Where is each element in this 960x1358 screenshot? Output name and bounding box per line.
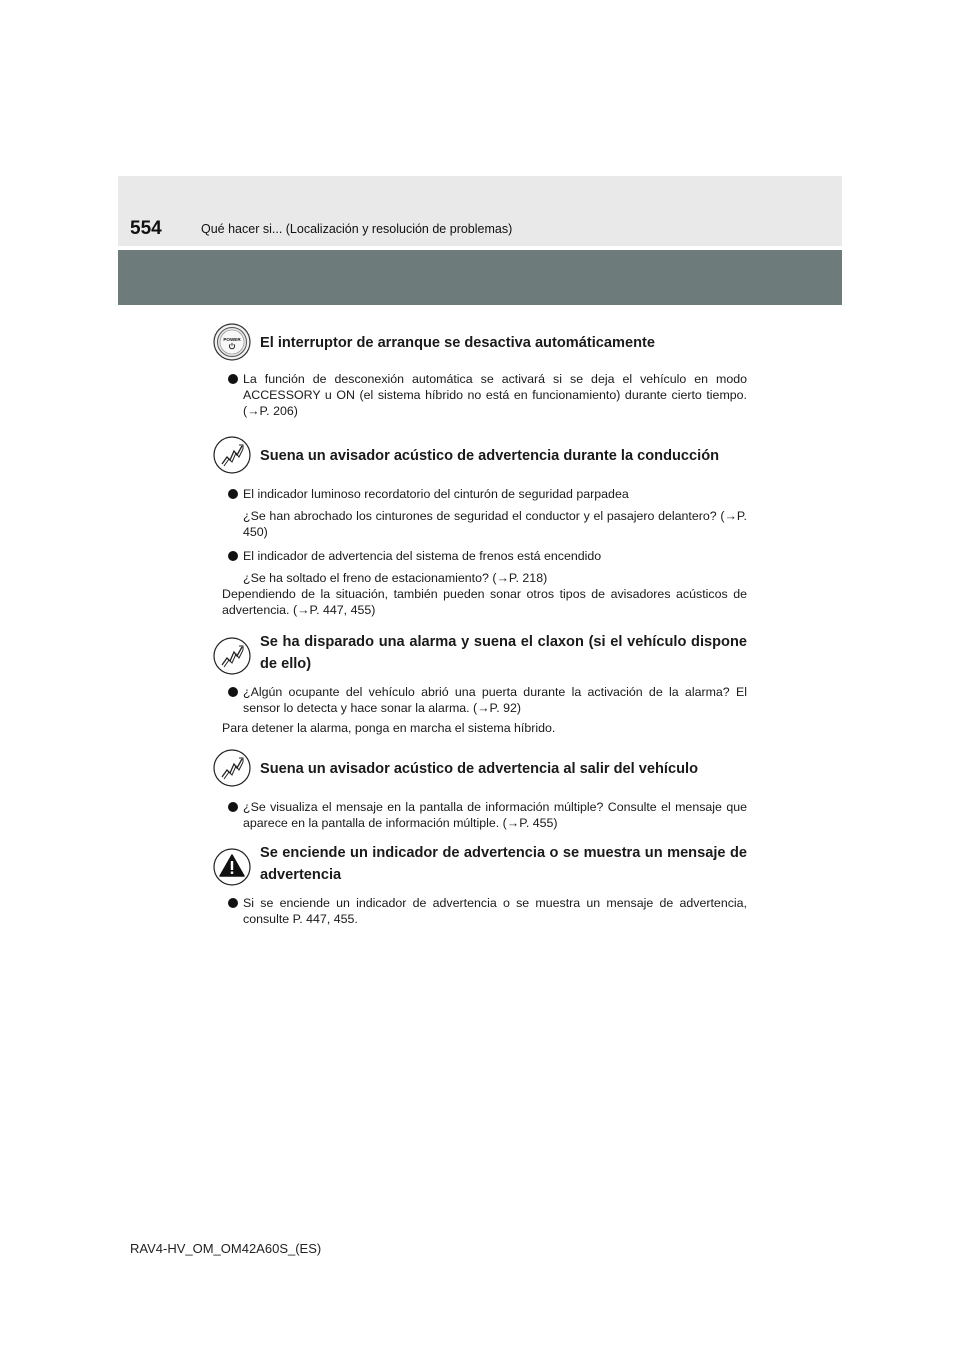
list-item: Si se enciende un indicador de advertencia o se muestra un mensaje de advertencia, consulte P. 447, 455. [213,895,747,927]
list-item: La función de desconexión automática se activará si se deja el vehículo en modo ACCESSORY u ON (el sistema híbrido no está en funcionamiento) durante cierto tiempo. (→P. 206) [213,371,747,419]
section-heading [213,631,747,675]
section-heading [213,323,747,363]
buzzer-icon [213,749,251,787]
warning-triangle-icon [213,848,251,886]
bullet-icon [228,898,238,908]
section-heading [213,842,747,886]
page-number: 554 [130,218,162,239]
bullet-icon [228,687,238,697]
section-title-text: Suena un avisador acústico de advertencia al salir del vehículo [260,761,698,777]
bullet-icon [228,551,238,561]
section-title: Qué hacer si... (Localización y resolución de problemas) [201,222,513,236]
power-label: POWER [223,337,241,342]
bullet-icon [228,489,238,499]
power-button-icon [213,323,251,361]
document-code: RAV4-HV_OM_OM42A60S_(ES) [130,1241,322,1256]
list-item-detail: ¿Se ha soltado el freno de estacionamiento? (→P. 218) [243,571,548,585]
buzzer-icon [213,436,251,474]
section-alarm [213,631,747,736]
list-item: ¿Algún ocupante del vehículo abrió una puerta durante la activación de la alarma? El sensor lo detecta y hace sonar la alarma. (→P. 92) [213,684,747,716]
buzzer-icon [213,637,251,675]
bullet-icon [228,374,238,384]
section-title-text: Se enciende un indicador de advertencia o se muestra un mensaje de advertencia [260,845,747,883]
list-item: ¿Se visualiza el mensaje en la pantalla de información múltiple? Consulte el mensaje que aparece en la pantalla de información múltiple. (→P. 455) [213,799,747,831]
section-power-off [213,323,747,419]
section-warning-light [213,842,747,927]
section-buzzer-exit [213,749,747,831]
section-title-text: Suena un avisador acústico de advertencia durante la conducción [260,448,720,464]
note-text: Para detener la alarma, ponga en marcha el sistema híbrido. [222,721,556,735]
section-title-text: El interruptor de arranque se desactiva automáticamente [260,335,655,351]
section-title-text: Se ha disparado una alarma y suena el claxon (si el vehículo dispone de ello) [260,634,747,672]
bullet-icon [228,802,238,812]
list-item: El indicador luminoso recordatorio del cinturón de seguridad parpadea [213,486,747,502]
list-item: El indicador de advertencia del sistema de frenos está encendido [213,548,747,564]
section-heading [213,436,747,476]
note-text: Dependiendo de la situación, también pueden sonar otros tipos de avisadores acústicos de advertencia. (→P. 447, 455) [222,587,747,617]
chapter-band [118,250,842,305]
list-item-detail: ¿Se han abrochado los cinturones de seguridad el conductor y el pasajero delantero? (→P. 450) [243,509,747,539]
section-buzzer-driving [213,436,747,618]
section-heading [213,749,747,789]
